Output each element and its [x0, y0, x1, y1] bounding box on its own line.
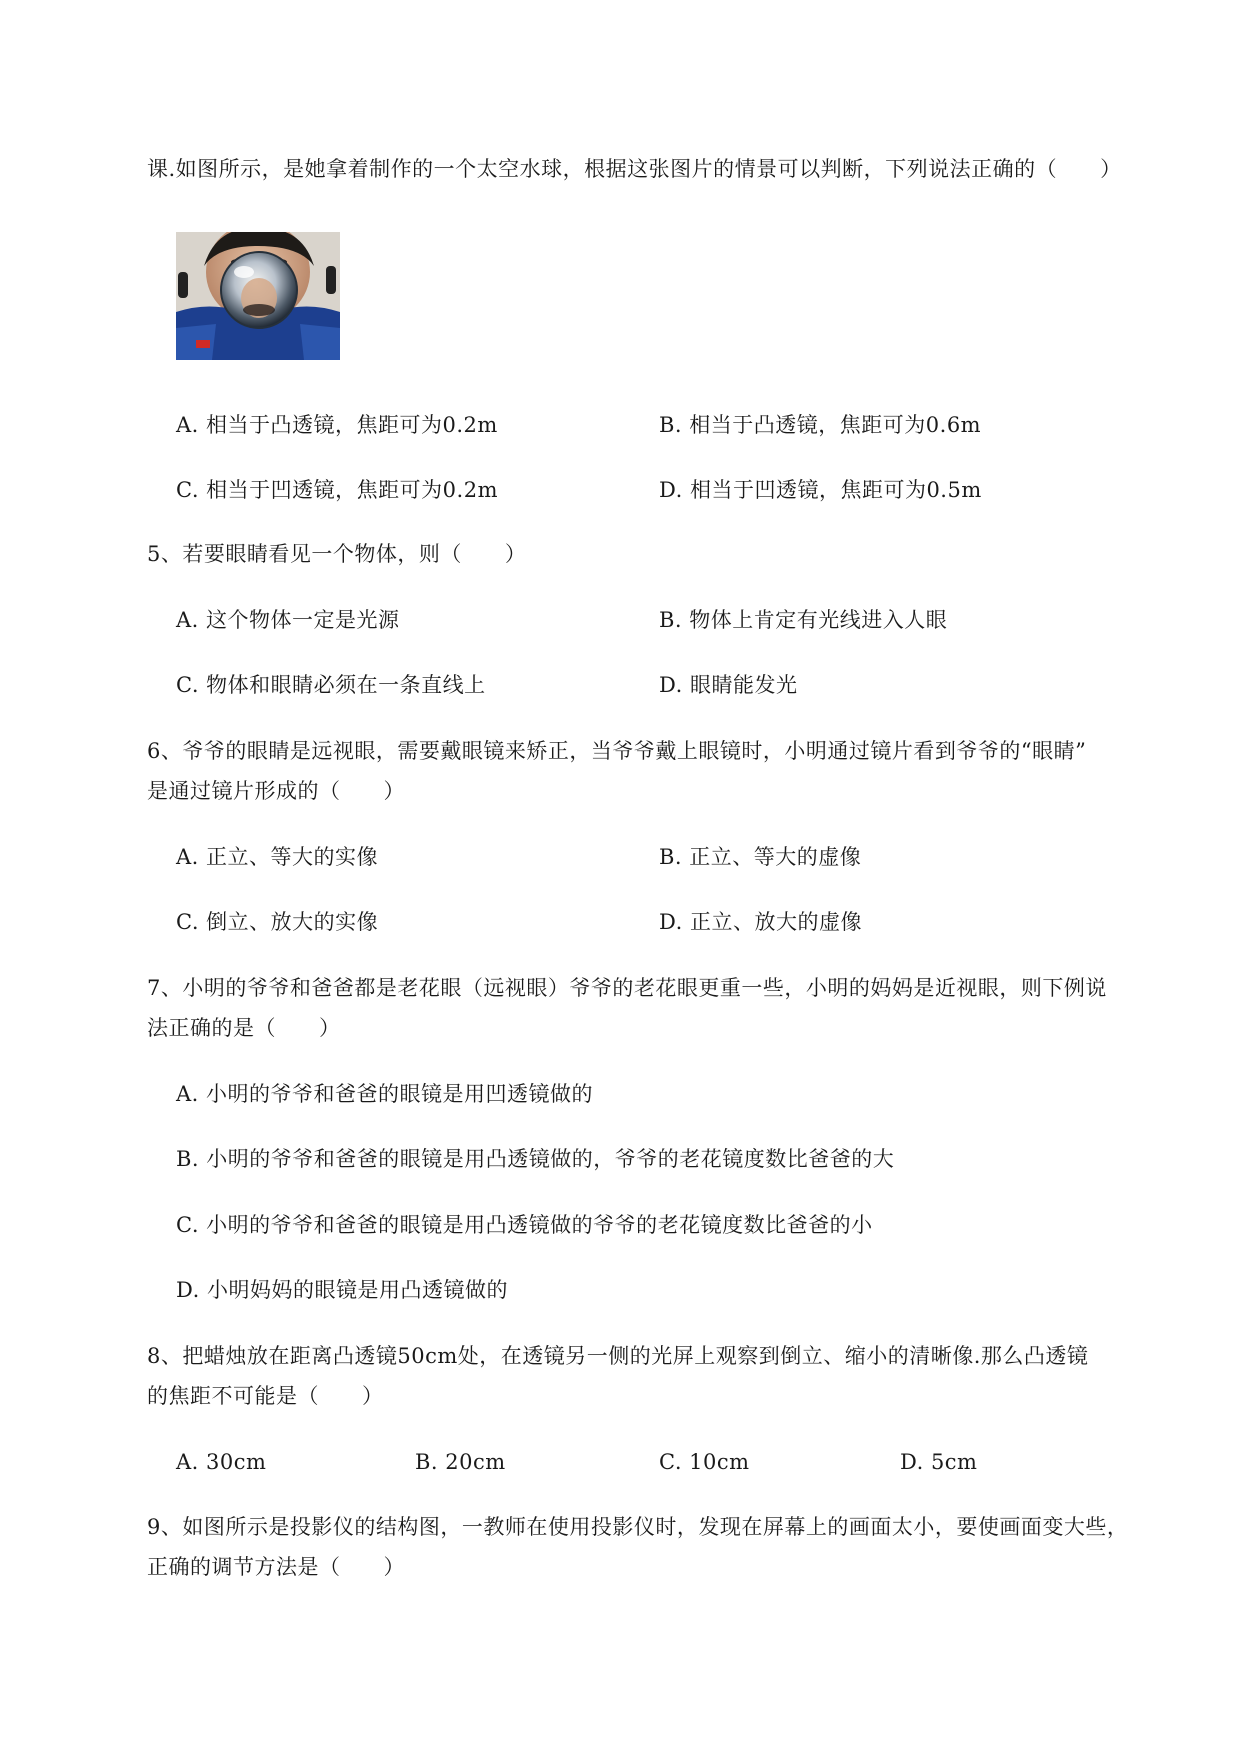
q6-stem-line2: 是通过镜片形成的（ ）: [147, 779, 405, 803]
q7-stem-line2: 法正确的是（ ）: [147, 1016, 341, 1040]
q7-option-d[interactable]: D. 小明妈妈的眼镜是用凸透镜做的: [176, 1278, 508, 1302]
q8-option-a[interactable]: A. 30cm: [176, 1450, 267, 1474]
q6-option-c[interactable]: C. 倒立、放大的实像: [176, 910, 379, 934]
q6-option-d[interactable]: D. 正立、放大的虚像: [659, 910, 862, 934]
q5-option-d[interactable]: D. 眼睛能发光: [659, 673, 798, 697]
q9-stem-line2: 正确的调节方法是（ ）: [147, 1555, 405, 1579]
q5-option-b[interactable]: B. 物体上肯定有光线进入人眼: [659, 608, 948, 632]
q6-option-b[interactable]: B. 正立、等大的虚像: [659, 845, 862, 869]
q4-option-b[interactable]: B. 相当于凸透镜，焦距可为0.6m: [659, 413, 982, 437]
q8-stem-line1: 8、把蜡烛放在距离凸透镜50cm处，在透镜另一侧的光屏上观察到倒立、缩小的清晰像.那么凸透镜: [147, 1344, 1089, 1368]
q7-stem-line1: 7、小明的爷爷和爸爸都是老花眼（远视眼）爷爷的老花眼更重一些，小明的妈妈是近视眼，则下例说: [147, 976, 1107, 1000]
q8-option-d[interactable]: D. 5cm: [900, 1450, 978, 1474]
q6-stem-line1: 6、爷爷的眼睛是远视眼，需要戴眼镜来矫正，当爷爷戴上眼镜时，小明通过镜片看到爷爷的“眼睛”: [147, 739, 1087, 763]
q5-option-c[interactable]: C. 物体和眼睛必须在一条直线上: [176, 673, 486, 697]
q8-stem-line2: 的焦距不可能是（ ）: [147, 1384, 384, 1408]
q8-option-c[interactable]: C. 10cm: [659, 1450, 750, 1474]
space-water-ball-photo: [176, 232, 340, 360]
q5-option-a[interactable]: A. 这个物体一定是光源: [176, 608, 400, 632]
q4-option-c[interactable]: C. 相当于凹透镜，焦距可为0.2m: [176, 478, 498, 502]
q4-option-d[interactable]: D. 相当于凹透镜，焦距可为0.5m: [659, 478, 982, 502]
q9-stem-line1: 9、如图所示是投影仪的结构图，一教师在使用投影仪时，发现在屏幕上的画面太小，要使画面变大些，: [147, 1515, 1129, 1539]
q7-option-a[interactable]: A. 小明的爷爷和爸爸的眼镜是用凹透镜做的: [176, 1082, 594, 1106]
q6-option-a[interactable]: A. 正立、等大的实像: [176, 845, 379, 869]
q7-option-c[interactable]: C. 小明的爷爷和爸爸的眼镜是用凸透镜做的爷爷的老花镜度数比爸爸的小: [176, 1213, 873, 1237]
q5-stem: 5、若要眼睛看见一个物体，则（ ）: [147, 542, 527, 566]
water-ball-image: [176, 232, 340, 360]
q7-option-b[interactable]: B. 小明的爷爷和爸爸的眼镜是用凸透镜做的，爷爷的老花镜度数比爸爸的大: [176, 1147, 895, 1171]
q4-option-a[interactable]: A. 相当于凸透镜，焦距可为0.2m: [176, 413, 498, 437]
q4-intro: 课.如图所示，是她拿着制作的一个太空水球，根据这张图片的情景可以判断，下列说法正确的（ ）: [147, 157, 1122, 181]
q8-option-b[interactable]: B. 20cm: [415, 1450, 506, 1474]
